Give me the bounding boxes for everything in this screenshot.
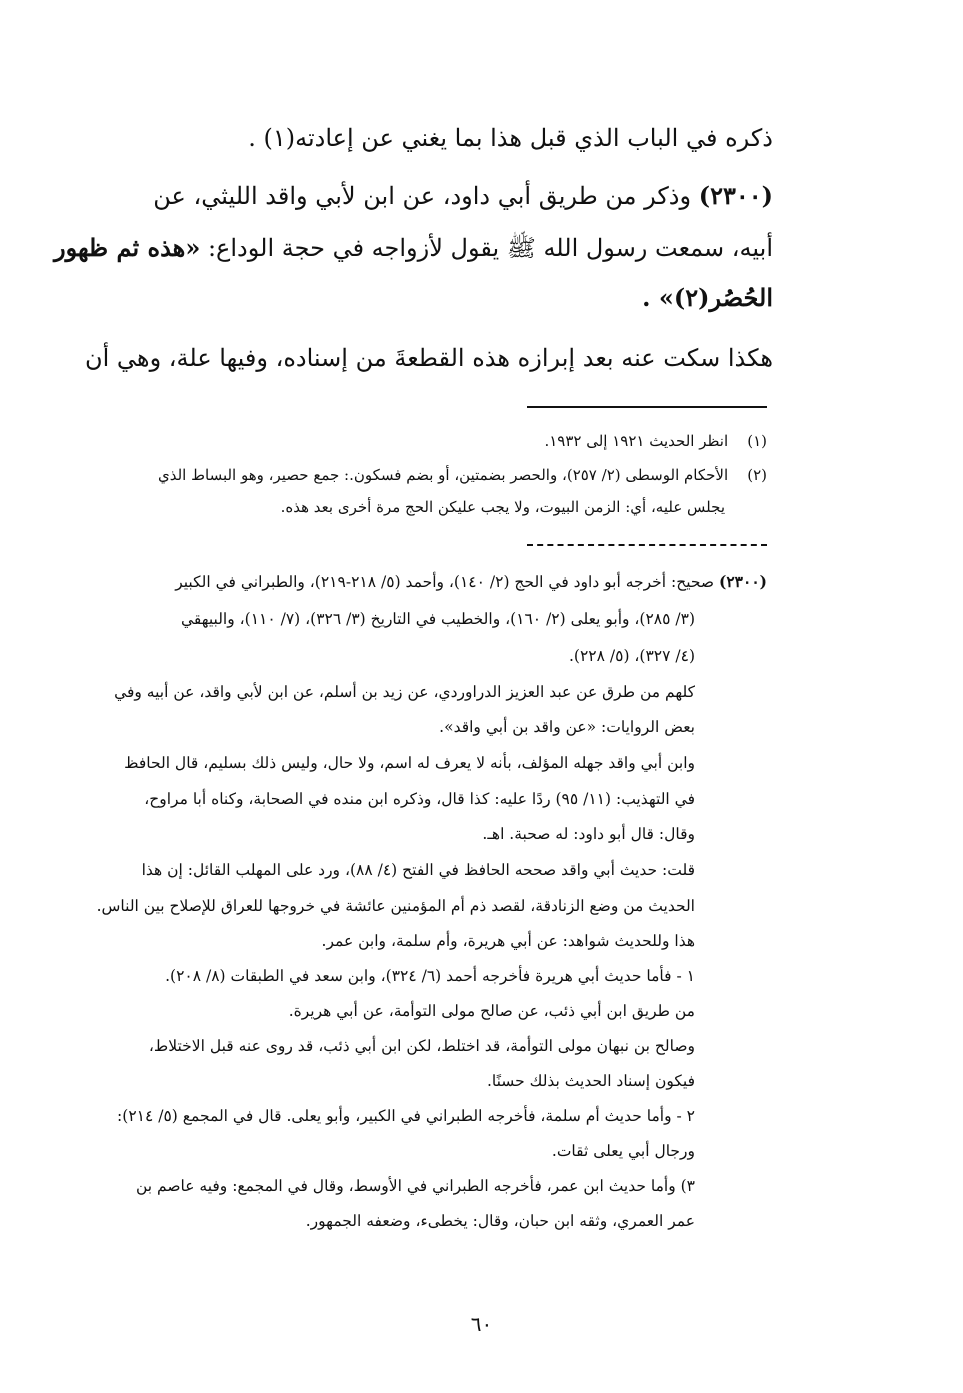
takhrij-line-7: في التهذيب: (١١/ ٩٥) ردًا عليه: كذا قال، وذكره ابن منده في الصحابة، وكناه أبا مراوح، (144, 790, 695, 808)
footnote-text: الأحكام الوسطى (٢/ ٢٥٧)، والحصر بضمتين، أو بضم فسكون.: جمع حصير، وهو البساط الذي (158, 466, 729, 484)
takhrij-line-4: كلهم من طرق عن عبد العزيز الدراوردي، عن زيد بن أسلم، عن ابن لأبي واقد، عن أبيه وفي (114, 683, 695, 701)
main-line-4: الحُصُر(٢)» . (642, 283, 773, 312)
takhrij-separator (527, 544, 767, 546)
takhrij-line-5: بعض الروايات: «عن واقد بن أبي واقد». (439, 718, 695, 736)
footnote-text: انظر الحديث ١٩٢١ إلى ١٩٣٢. (544, 432, 729, 450)
takhrij-line-19: عمر العمري، وثقه ابن حبان، وقال: يخطىء، وضعفه الجمهور. (305, 1212, 695, 1230)
takhrij-line-16: ٢ - وأما حديث أم سلمة، فأخرجه الطبراني في الكبير، وأبو يعلى. قال في المجمع (٥/ ٢١٤): (117, 1107, 695, 1125)
footnote-number: (٢) (747, 466, 767, 484)
footnote-2-continued: يجلس عليه، أي: الزمن البيوت، ولا يجب عليكن الحج مرة أخرى بعد هذه. (280, 498, 725, 516)
takhrij-line-18: ٣) وأما حديث ابن عمر، فأخرجه الطبراني في الأوسط، وقال في المجمع: وفيه عاصم بن (135, 1177, 695, 1195)
main-line-5: هكذا سكت عنه بعد إبرازه هذه القطعةَ من إسناده، وفيها علة، وهي أن (84, 344, 773, 372)
footnote-separator (527, 406, 767, 408)
takhrij-entry-number: (٢٣٠٠) (719, 572, 767, 591)
main-text (50, 110, 773, 390)
takhrij-line-9: قلت: حديث أبي واقد صححه الحافظ في الفتح (٤/ ٨٨)، ورد على المهلب القائل: إن هذا (141, 861, 695, 879)
hadith-entry-number: (٢٣٠٠) (698, 181, 773, 210)
page-number: ٦٠ (470, 1312, 493, 1336)
takhrij-line-10: الحديث من وضع الزنادقة، لقصد ذم أم المؤمنين عائشة في خروجها للعراق للإصلاح بين الناس. (96, 897, 695, 915)
takhrij-line-1-text: صحيح: أخرجه أبو داود في الحج (٢/ ١٤٠)، وأحمد (٥/ ٢١٨-٢١٩)، والطبراني في الكبير (175, 573, 715, 591)
takhrij-line-11: هذا وللحديث شواهد: عن أبي هريرة، وأم سلمة، وابن عمر. (321, 932, 695, 950)
takhrij-line-3: (٤/ ٣٢٧)، (٥/ ٢٢٨). (568, 647, 695, 665)
footnote-number: (١) (747, 432, 767, 450)
takhrij-line-8: وقال: قال أبو داود: له صحبة. اهـ. (482, 825, 695, 843)
takhrij-line-17: ورجال أبي يعلى ثقات. (551, 1142, 695, 1160)
takhrij-line-15: فيكون إسناد الحديث بذلك حسنًا. (486, 1072, 695, 1090)
footnote-2 (60, 462, 767, 488)
takhrij-line-2: (٣/ ٢٨٥)، وأبو يعلى (٢/ ١٦٠)، والخطيب في التاريخ (٣/ ٣٢٦)، (٧/ ١١٠)، والبيهقي (180, 610, 695, 628)
takhrij-line-12: ١ - فأما حديث أبي هريرة فأخرجه أحمد (٦/ ٣٢٤)، وابن سعد في الطبقات (٨/ ٢٠٨). (165, 967, 695, 985)
main-line-2 (50, 176, 773, 216)
hadith-quote-start: «هذه ثم ظهور (53, 233, 201, 262)
takhrij-line-14: وصالح بن نبهان مولى التوأمة، قد اختلط، لكن ابن أبي ذئب، قد روى عنه قبل الاختلاط، (148, 1037, 695, 1055)
takhrij-line-6: وابن أبي واقد جهله المؤلف، بأنه لا يعرف له اسم، ولا حال، وليس ذلك بسليم، قال الحافظ (124, 754, 695, 772)
footnote-1 (60, 428, 767, 454)
takhrij-line-1 (55, 568, 767, 596)
main-line-2-text: وذكر من طريق أبي داود، عن ابن لأبي واقد الليثي، عن (153, 182, 692, 210)
takhrij-line-13: من طريق ابن أبي ذئب، عن صالح مولى التوأمة، عن أبي هريرة. (288, 1002, 695, 1020)
main-line-1: ذكره في الباب الذي قبل هذا بما يغني عن إعادته(١) . (248, 124, 773, 152)
main-line-3 (50, 228, 773, 268)
main-line-3-text: أبيه، سمعت رسول الله ﷺ يقول لأزواجه في حجة الوداع: (207, 234, 773, 262)
